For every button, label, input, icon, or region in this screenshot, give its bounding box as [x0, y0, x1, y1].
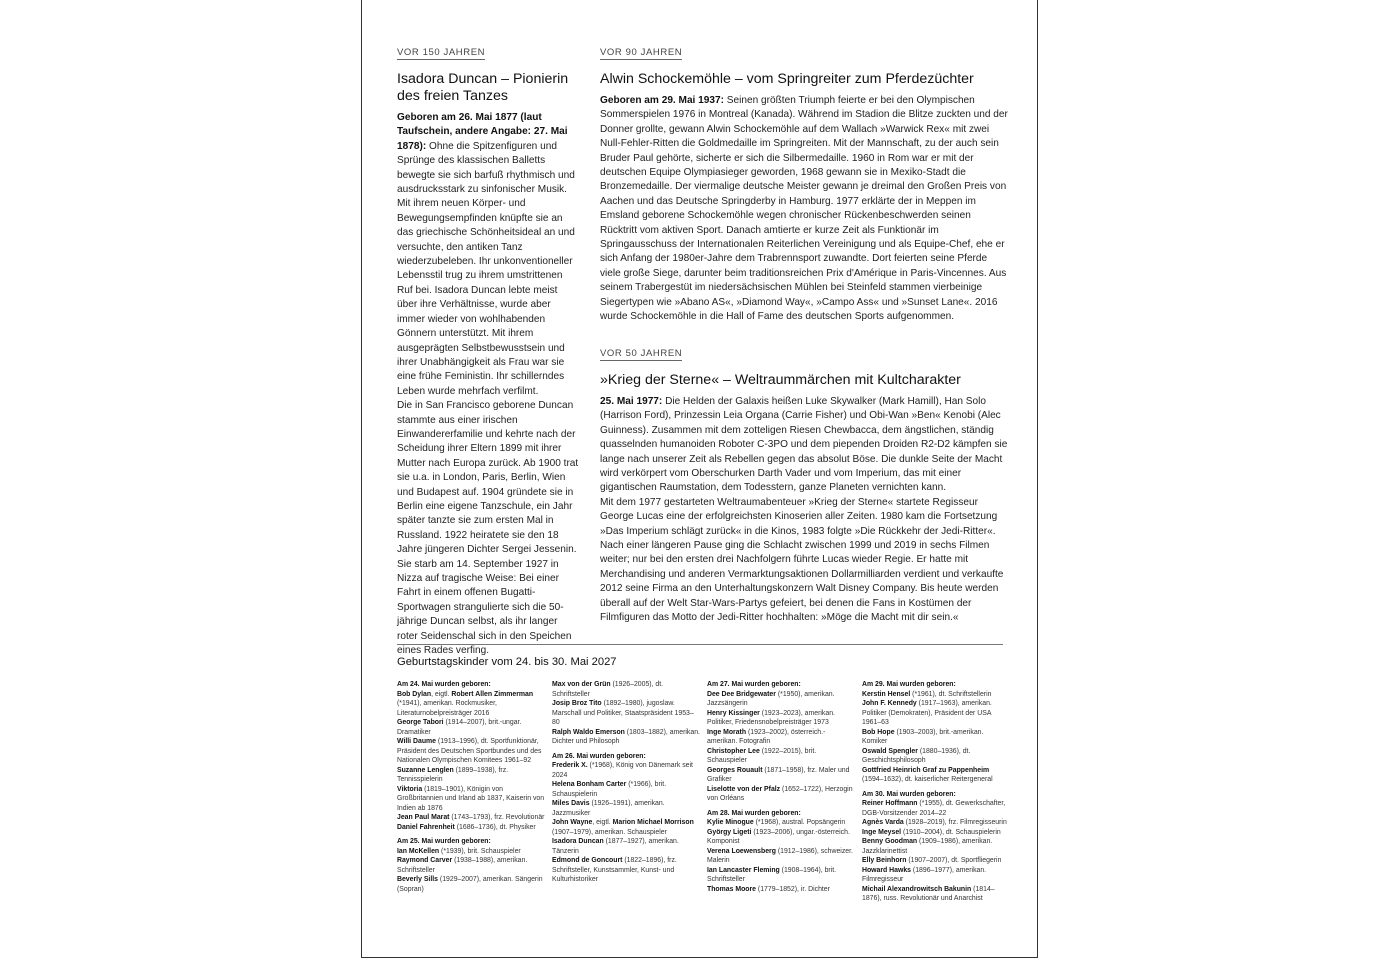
article-lead: Geboren am 29. Mai 1937: [600, 95, 724, 106]
birthday-name: Kylie Minogue [707, 819, 754, 826]
birthday-entry [397, 690, 545, 719]
birthday-detail: (1594–1632), dt. kaiserlicher Reitergeneral [862, 776, 993, 783]
birthday-date-heading: Am 24. Mai wurden geboren: [397, 681, 491, 688]
article-krieg-der-sterne [600, 343, 1010, 626]
birthday-detail: (1896–1977), amerikan. Filmregisseur [862, 866, 987, 883]
birthday-name: Jean Paul Marat [397, 814, 450, 821]
article-headline: Alwin Schockemöhle – vom Springreiter zum Pferdezüchter [600, 71, 974, 87]
birthday-detail: (*1961), dt. Schriftstellerin [910, 690, 992, 698]
article-paragraph-1: Die Helden der Galaxis heißen Luke Skywalker (Mark Hamill), Han Solo (Harrison Ford), Prinzessin Leia Organa (Carrie Fisher) und Obi-Wan »Ben« Kenobi (Alec Guinness). Zusammen mit dem zotteligen Riesen Chewbacca, dem ängstlichen, ständig quasselnden humanoiden Roboter C-3PO und dem piependen Droiden R2-D2 kämpfen sie lange nach unserer Zeit als Rebellen gegen das absolut Böse. Die dunkle Seite der Macht wird verkörpert vom Oberschurken Darth Vader und vom Imperium, das mit einer gigantischen Raumstation, dem Todesstern, ganze Planeten vernichten kann. [600, 396, 1008, 494]
birthday-name: Gottfried Heinrich Graf zu Pappenheim [862, 766, 990, 774]
birthday-name: Edmond de Goncourt [552, 857, 623, 864]
birthday-entry [397, 823, 545, 833]
birthday-detail: (1926–1991), amerikan. Jazzmusiker [552, 800, 665, 817]
birthday-name: Inge Morath [707, 728, 747, 736]
birthday-date-heading: Am 27. Mai wurden geboren: [707, 681, 801, 688]
birthday-entry [862, 799, 1010, 818]
birthday-name: Viktoria [397, 785, 423, 793]
birthday-detail: (1892–1980), jugoslaw. Marschall und Politiker, Staatspräsident 1953–80 [552, 700, 694, 726]
birthday-entry [862, 747, 1010, 766]
birthday-entry [707, 847, 855, 866]
birthday-name: Robert Allen Zimmerman [451, 690, 534, 698]
article-body [397, 111, 579, 658]
birthday-detail: (1877–1927), amerikan. Tänzerin [552, 838, 679, 855]
article-headline: Isadora Duncan – Pionierin des freien Tanzes [397, 71, 569, 104]
calendar-page [361, 0, 1038, 958]
birthday-entry [862, 699, 1010, 728]
article-lead: Geboren am 26. Mai 1877 (laut Taufschein, andere Angabe: 27. Mai 1878): [397, 112, 568, 152]
birthday-entry [552, 780, 700, 799]
birthday-detail: (*1939), brit. Schauspieler [439, 847, 521, 855]
birthday-name: Dee Dee Bridgewater [707, 690, 776, 698]
birthday-detail: (1923–2006), ungar.-österreich. Komponist [707, 828, 850, 845]
birthdays-column-1 [397, 680, 545, 894]
birthday-detail: (1938–1988), amerikan. Schriftsteller [397, 857, 528, 874]
birthday-entry [397, 856, 545, 875]
birthday-detail: (1903–2003), brit.-amerikan. Komiker [862, 728, 984, 745]
birthday-entry [707, 866, 855, 885]
birthday-name: Raymond Carver [397, 857, 453, 864]
birthday-detail: (1914–2007), brit.-ungar. Dramatiker [397, 719, 522, 736]
birthday-entry [552, 799, 700, 818]
birthday-entry [707, 709, 855, 728]
birthday-entry [707, 885, 855, 895]
birthday-name: Reiner Hoffmann [862, 800, 918, 807]
birthday-date-heading: Am 29. Mai wurden geboren: [862, 681, 956, 688]
birthday-name: Bob Hope [862, 728, 895, 736]
birthday-name: Marion Michael Morrison [612, 819, 694, 826]
article-paragraph-2: Mit dem 1977 gestarteten Weltraumabenteuer »Krieg der Sterne« startete Regisseur George Lucas eine der erfolgreichsten Kinoserien aller Zeiten. 1980 kam die Fortsetzung »Das Imperium schlägt zurück« in die Kinos, 1983 folgte »Die Rückkehr der Jedi-Ritter«. Nach einer längeren Pause ging die Schlacht zwischen 1999 und 2019 in sechs Filmen weiter; nur bei den ersten drei Nachfolgern führte Lucas wieder Regie. Er hatte mit Merchandising und anderen Vermarktungsaktionen Dollarmilliarden verdient und verkaufte 2012 seine Firma an den Unterhaltungskonzern Walt Disney Company. Bis heute werden überall auf der Welt Star-Wars-Partys gefeiert, bei denen die Fans in Kostümen der Filmfiguren das Motto der Jedi-Ritter hochhalten: »Möge die Macht mit dir sein.« [600, 496, 1004, 624]
birthday-entry [397, 847, 545, 857]
article-kicker: VOR 90 JAHREN [600, 47, 683, 58]
birthday-detail: (1909–1986), amerikan. Jazzklarinettist [862, 838, 993, 855]
birthday-name: George Tabori [397, 719, 444, 726]
birthday-detail: (1923–2023), amerikan. Politiker, Friedensnobelpreisträger 1973 [707, 709, 835, 726]
birthday-name: Willi Daume [397, 738, 436, 745]
article-body [600, 94, 1010, 325]
birthday-detail: (1743–1793), frz. Revolutionär [449, 814, 545, 821]
birthday-name: Ralph Waldo Emerson [552, 728, 625, 736]
birthday-detail: , eigtl. [592, 819, 613, 826]
birthday-entry [862, 818, 1010, 828]
birthday-detail: (1910–2004), dt. Schauspielerin [901, 828, 1001, 836]
birthday-name: Henry Kissinger [707, 709, 760, 717]
birthday-detail: (*1955), dt. Gewerkschafter, DGB-Vorsitzender 2014–22 [862, 800, 1006, 817]
birthdays-column-3 [707, 680, 855, 894]
birthday-detail: (1819–1901), Königin von Großbritannien und Irland ab 1837, Kaiserin von Indien ab 1876 [397, 785, 545, 812]
birthday-entry [552, 856, 700, 885]
birthday-detail: (*1966), brit. Schauspielerin [552, 781, 667, 798]
birthday-name: Beverly Sills [397, 876, 438, 883]
birthday-name: John Wayne [552, 819, 593, 826]
birthday-entry [552, 699, 700, 728]
birthday-name: Oswald Spengler [862, 747, 918, 755]
section-divider [397, 644, 1003, 645]
birthdays-column-4 [862, 680, 1010, 904]
birthday-entry [862, 856, 1010, 866]
birthday-entry [707, 766, 855, 785]
birthday-entry [552, 818, 700, 837]
birthday-entry [862, 866, 1010, 885]
birthday-name: György Ligeti [707, 828, 752, 836]
birthday-name: Miles Davis [552, 800, 590, 807]
birthday-entry [552, 680, 700, 699]
birthday-detail: (1899–1938), frz. Tennisspielerin [397, 766, 509, 783]
birthday-date-heading: Am 25. Mai wurden geboren: [397, 838, 491, 845]
birthday-detail: (1880–1936), dt. Geschichtsphilosoph [862, 747, 971, 764]
birthday-date-heading: Am 30. Mai wurden geboren: [862, 790, 956, 798]
birthday-detail: (1871–1958), frz. Maler und Grafiker [707, 766, 850, 783]
birthday-name: Thomas Moore [707, 885, 757, 893]
article-kicker: VOR 150 JAHREN [397, 47, 486, 58]
birthday-detail: (1929–2007), amerikan. Sängerin (Sopran) [397, 876, 543, 893]
birthday-detail: (1917–1963), amerikan. Politiker (Demokraten), Präsident der USA 1961–63 [862, 700, 992, 726]
birthday-detail: (1814–1876), russ. Revolutionär und Anarchist [862, 885, 995, 902]
article-paragraph-1: Ohne die Spitzenfiguren und Sprünge des klassischen Balletts bewegte sie sich barfuß rhythmisch und ausdrucksstark zu sinfonischer Musik. Mit ihrem neuen Körper- und Bewegungsempfinden knüpfte sie an das griechische Schönheitsideal an und versuchte, den antiken Tanz wiederzubeleben. Ihr unkonventioneller Lebensstil trug zu ihrem umstrittenen Ruf bei. Isadora Duncan lebte meist über ihre Verhältnisse, wurde aber immer wieder von wohlhabenden Gönnern unterstützt. Mit ihrem ausgeprägten Selbstbewusstsein und ihrer Unabhängigkeit als Frau war sie eine frühe Feministin. Ihr schillerndes Leben wurde mehrfach verfilmt. [397, 140, 575, 397]
birthday-detail: (*1968), austral. Popsängerin [753, 819, 846, 826]
birthday-entry [397, 718, 545, 737]
birthday-name: Daniel Fahrenheit [397, 823, 455, 831]
birthday-entry [397, 737, 545, 766]
birthday-name: Michail Alexandrowitsch Bakunin [862, 885, 972, 893]
birthday-entry [707, 828, 855, 847]
birthday-entry [707, 818, 855, 828]
birthday-detail: (1928–2019), frz. Filmregisseurin [903, 819, 1007, 826]
birthday-name: Agnès Varda [862, 819, 904, 826]
birthday-name: Elly Beinhorn [862, 857, 907, 864]
birthday-entry [397, 813, 545, 823]
birthday-entry [862, 828, 1010, 838]
birthday-entry [707, 690, 855, 709]
birthday-name: Verena Loewensberg [707, 847, 776, 855]
birthday-name: Christopher Lee [707, 747, 760, 755]
birthday-detail: (1922–2015), brit. Schauspieler [707, 747, 817, 764]
birthday-detail: (1652–1722), Herzogin von Orléans [707, 785, 853, 802]
article-headline: »Krieg der Sterne« – Weltraummärchen mit Kultcharakter [600, 372, 961, 388]
birthday-detail: (1908–1964), brit. Schriftsteller [707, 866, 837, 883]
birthday-detail: (1912–1986), schweizer. Malerin [707, 847, 853, 864]
birthday-entry [862, 690, 1010, 700]
birthday-name: Liselotte von der Pfalz [707, 785, 781, 793]
birthday-detail: (1803–1882), amerikan. Dichter und Philosoph [552, 728, 700, 745]
birthday-entry [707, 785, 855, 804]
birthday-name: Inge Meysel [862, 828, 902, 836]
birthday-entry [552, 837, 700, 856]
article-kicker: VOR 50 JAHREN [600, 348, 683, 359]
birthday-detail: (1822–1896), frz. Schriftsteller, Kunstsammler, Kunst- und Kulturhistoriker [552, 857, 677, 883]
article-schockemoehle [600, 42, 1010, 325]
article-paragraph-2: Die in San Francisco geborene Duncan stammte aus einer irischen Einwandererfamilie und kehrte nach der Scheidung ihrer Eltern 1899 mit ihrer Mutter nach Europa zurück. Ab 1900 trat sie u.a. in London, Paris, Berlin, Wien und Budapest auf. 1904 gründete sie in Berlin eine eigene Tanzschule, ein Jahr später tanzte sie zum ersten Mal in Russland. 1922 heiratete sie den 18 Jahre jüngeren Dichter Sergei Jessenin. Sie starb am 14. September 1927 in Nizza auf tragische Weise: Bei einer Fahrt in einem offenen Bugatti-Sportwagen strangulierte sich die 50-jährige Duncan selbst, als ihr langer roter Seidenschal sich in den Speichen eines Rades verfing. [397, 400, 579, 657]
birthday-entry [707, 747, 855, 766]
birthday-date-heading: Am 28. Mai wurden geboren: [707, 809, 801, 817]
article-body [600, 395, 1010, 626]
birthday-entry [552, 761, 700, 780]
birthday-name: Helena Bonham Carter [552, 781, 627, 788]
birthday-entry [397, 785, 545, 814]
birthday-name: Kerstin Hensel [862, 690, 911, 698]
birthday-name: Ian Lancaster Fleming [707, 866, 780, 874]
birthday-detail: (1907–2007), dt. Sportfliegerin [906, 857, 1002, 864]
birthday-entry [862, 837, 1010, 856]
birthdays-title: Geburtstagskinder vom 24. bis 30. Mai 2027 [397, 656, 617, 668]
birthday-entry [397, 766, 545, 785]
birthday-entry [862, 766, 1010, 785]
birthday-name: Howard Hawks [862, 866, 912, 874]
birthday-name: John F. Kennedy [862, 700, 917, 707]
birthdays-column-2 [552, 680, 700, 885]
birthday-name: Josip Broz Tito [552, 700, 602, 707]
birthday-detail: (1907–1979), amerikan. Schauspieler [552, 828, 667, 836]
article-lead: 25. Mai 1977: [600, 396, 663, 407]
article-isadora-duncan [397, 42, 579, 658]
birthday-detail: (1779–1852), ir. Dichter [756, 885, 830, 893]
birthday-name: Bob Dylan [397, 690, 432, 698]
birthday-detail: (*1950), amerikan. Jazzsängerin [707, 690, 835, 707]
birthday-entry [862, 885, 1010, 904]
birthday-detail: (*1968), König von Dänemark seit 2024 [552, 762, 693, 779]
article-paragraph-1: Seinen größten Triumph feierte er bei den Olympischen Sommerspielen 1976 in Montreal (Kanada). Während im Stadion die Blitze zuckten und der Donner grollte, gewann Alwin Schockemöhle auf dem Wallach »Warwick Rex« mit zwei Null-Fehler-Ritten die Goldmedaille im Springreiten. Mit der Mannschaft, zu der auch sein Bruder Paul gehörte, sicherte er sich die Silbermedaille. 1960 in Rom war er mit der deutschen Equipe Olympiasieger geworden, 1968 gewann sie in Mexiko-Stadt die Bronzemedaille. Der viermalige deutsche Meister gewann je dreimal den Großen Preis von Aachen und das Deutsche Springderby in Hamburg. 1977 erklärte der in Meppen im Emsland geborene Schockemöhle wegen chronischer Rückenbeschwerden seinen Rücktritt vom aktiven Sport. Danach amtierte er kurze Zeit als Funktionär im Springausschuss der Internationalen Reiterlichen Vereinigung und als Equipe-Chef, ehe er sich Anfang der 1980er-Jahre dem Trabrennsport zuwandte. Dort feierten seine Pferde viele große Siege, darunter beim traditionsreichen Prix d'Amérique in Paris-Vincennes. Aus seinem Trabergestüt im niedersächsischen Mühlen bei Steinfeld stammen vierbeinige Siegertypen wie »Abano AS«, »Diamond Way«, »Campo Ass« und »Sunset Lane«. 2016 wurde Schockemöhle in die Hall of Fame des deutschen Sports aufgenommen. [600, 95, 1008, 323]
birthday-name: Georges Rouault [707, 766, 763, 774]
birthday-detail: (*1941), amerikan. Rockmusiker, Literaturnobelpreisträger 2016 [397, 700, 497, 717]
birthday-detail: (1913–1996), dt. Sportfunktionär, Präsident des Deutschen Sportbundes und des Nationalen Olympischen Komitees 1961–92 [397, 738, 542, 764]
birthday-name: Ian McKellen [397, 847, 440, 855]
birthday-entry [707, 728, 855, 747]
birthday-detail: (1923–2002), österreich.-amerikan. Fotografin [707, 728, 826, 745]
birthday-detail: , eigtl. [431, 690, 452, 698]
birthday-entry [862, 728, 1010, 747]
birthday-name: Benny Goodman [862, 838, 918, 845]
birthday-entry [397, 875, 545, 894]
birthday-detail: (1686–1736), dt. Physiker [454, 823, 536, 831]
birthday-name: Suzanne Lenglen [397, 766, 454, 774]
birthday-date-heading: Am 26. Mai wurden geboren: [552, 752, 646, 760]
birthday-name: Isadora Duncan [552, 838, 604, 845]
birthday-name: Max von der Grün [552, 681, 611, 688]
birthday-name: Frederik X. [552, 762, 588, 769]
birthday-detail: (1926–2005), dt. Schriftsteller [552, 681, 664, 698]
birthday-entry [552, 728, 700, 747]
